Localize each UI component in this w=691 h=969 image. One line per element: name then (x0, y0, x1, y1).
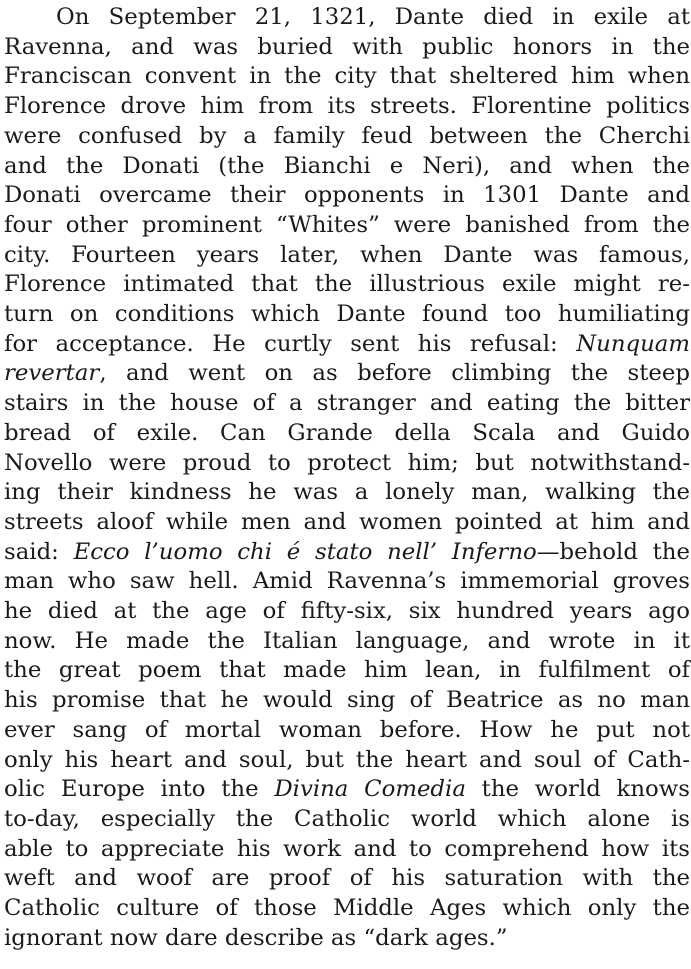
text-line (4, 32, 690, 62)
text-line (4, 596, 690, 626)
text-run: ignorant now dare describe as “dark ages.” (4, 924, 508, 951)
text-line (4, 566, 690, 596)
text-run: man who saw hell. Amid Ravenna’s immemorial groves (4, 568, 690, 595)
italic-text: Divina Comedia (274, 776, 466, 803)
text-run: and the Donati (the Bianchi e Neri), and when the (4, 152, 690, 179)
text-run: bread of exile. Can Grande della Scala and Guido (4, 419, 690, 446)
text-run: stairs in the house of a stranger and eating the bitter (4, 390, 690, 417)
text-line (4, 745, 690, 775)
text-run: the great poem that made him lean, in fulfilment of (4, 657, 690, 684)
text-line (4, 210, 690, 240)
text-run: now. He made the Italian language, and wrote in it (4, 627, 690, 654)
text-line (4, 388, 690, 418)
text-line (4, 893, 690, 923)
text-run: olic Europe into the (4, 776, 275, 803)
text-run: able to appreciate his work and to comprehend how its (4, 835, 690, 862)
text-line (4, 91, 690, 121)
text-line (4, 121, 690, 151)
text-line (4, 269, 690, 299)
text-run: ing their kindness he was a lonely man, walking the (4, 479, 690, 506)
text-run: Ravenna, and was buried with public honors in the (4, 33, 690, 60)
text-run: On September 21, 1321, Dante died in exile at (56, 4, 690, 30)
text-run: weft and woof are proof of his saturation with the (4, 865, 690, 892)
text-line (4, 685, 690, 715)
italic-text: Nunquam (576, 330, 690, 357)
text-run: turn on conditions which Dante found too humiliating (4, 301, 690, 327)
text-run: Florence drove him from its streets. Florentine politics (4, 93, 690, 120)
text-run: Catholic culture of those Middle Ages which only the (4, 895, 690, 921)
text-line (4, 774, 690, 804)
text-run: to-day, especially the Catholic world which alone is (4, 805, 690, 832)
text-line (4, 240, 690, 270)
text-line (4, 418, 690, 448)
text-run: Franciscan convent in the city that sheltered him when (4, 63, 690, 90)
text-run: city. Fourteen years later, when Dante was famous, (4, 241, 690, 268)
text-line (4, 180, 690, 210)
text-line (4, 2, 690, 32)
text-run: he died at the age of fifty-six, six hundred years ago (4, 598, 690, 624)
italic-text: revertar (4, 360, 100, 387)
text-run: Florence intimated that the illustrious exile might re- (4, 271, 690, 298)
text-line (4, 537, 690, 567)
text-run: four other prominent “Whites” were banished from the (4, 211, 690, 238)
text-run: the world knows (465, 776, 690, 803)
text-line (4, 834, 690, 864)
text-line (4, 655, 690, 685)
text-line (4, 477, 690, 507)
text-run: only his heart and soul, but the heart and soul of Cath- (4, 746, 690, 773)
italic-text: Ecco l’uomo chi é stato nell’ Inferno (73, 538, 537, 565)
text-run: his promise that he would sing of Beatrice as no man (4, 687, 690, 714)
text-line (4, 863, 690, 893)
text-line (4, 626, 690, 656)
text-line (4, 804, 690, 834)
text-line (4, 923, 690, 953)
document-page (4, 0, 691, 969)
text-run: were confused by a family feud between the Cherchi (4, 122, 690, 149)
text-line (4, 329, 690, 359)
text-run: ever sang of mortal woman before. How he put not (4, 716, 690, 743)
text-run: —behold the (536, 538, 690, 565)
text-line (4, 299, 690, 329)
text-line (4, 151, 690, 181)
text-run: for acceptance. He curtly sent his refusal: (4, 330, 577, 357)
text-run: Novello were proud to protect him; but notwithstand- (4, 449, 690, 476)
text-line (4, 715, 690, 745)
text-line (4, 61, 690, 91)
text-line (4, 507, 690, 537)
text-run: said: (4, 538, 74, 565)
text-run: Donati overcame their opponents in 1301 Dante and (4, 182, 690, 209)
text-line (4, 448, 690, 478)
text-run: , and went on as before climbing the steep (99, 360, 690, 387)
text-run: streets aloof while men and women pointed at him and (4, 508, 690, 535)
text-line (4, 358, 690, 388)
